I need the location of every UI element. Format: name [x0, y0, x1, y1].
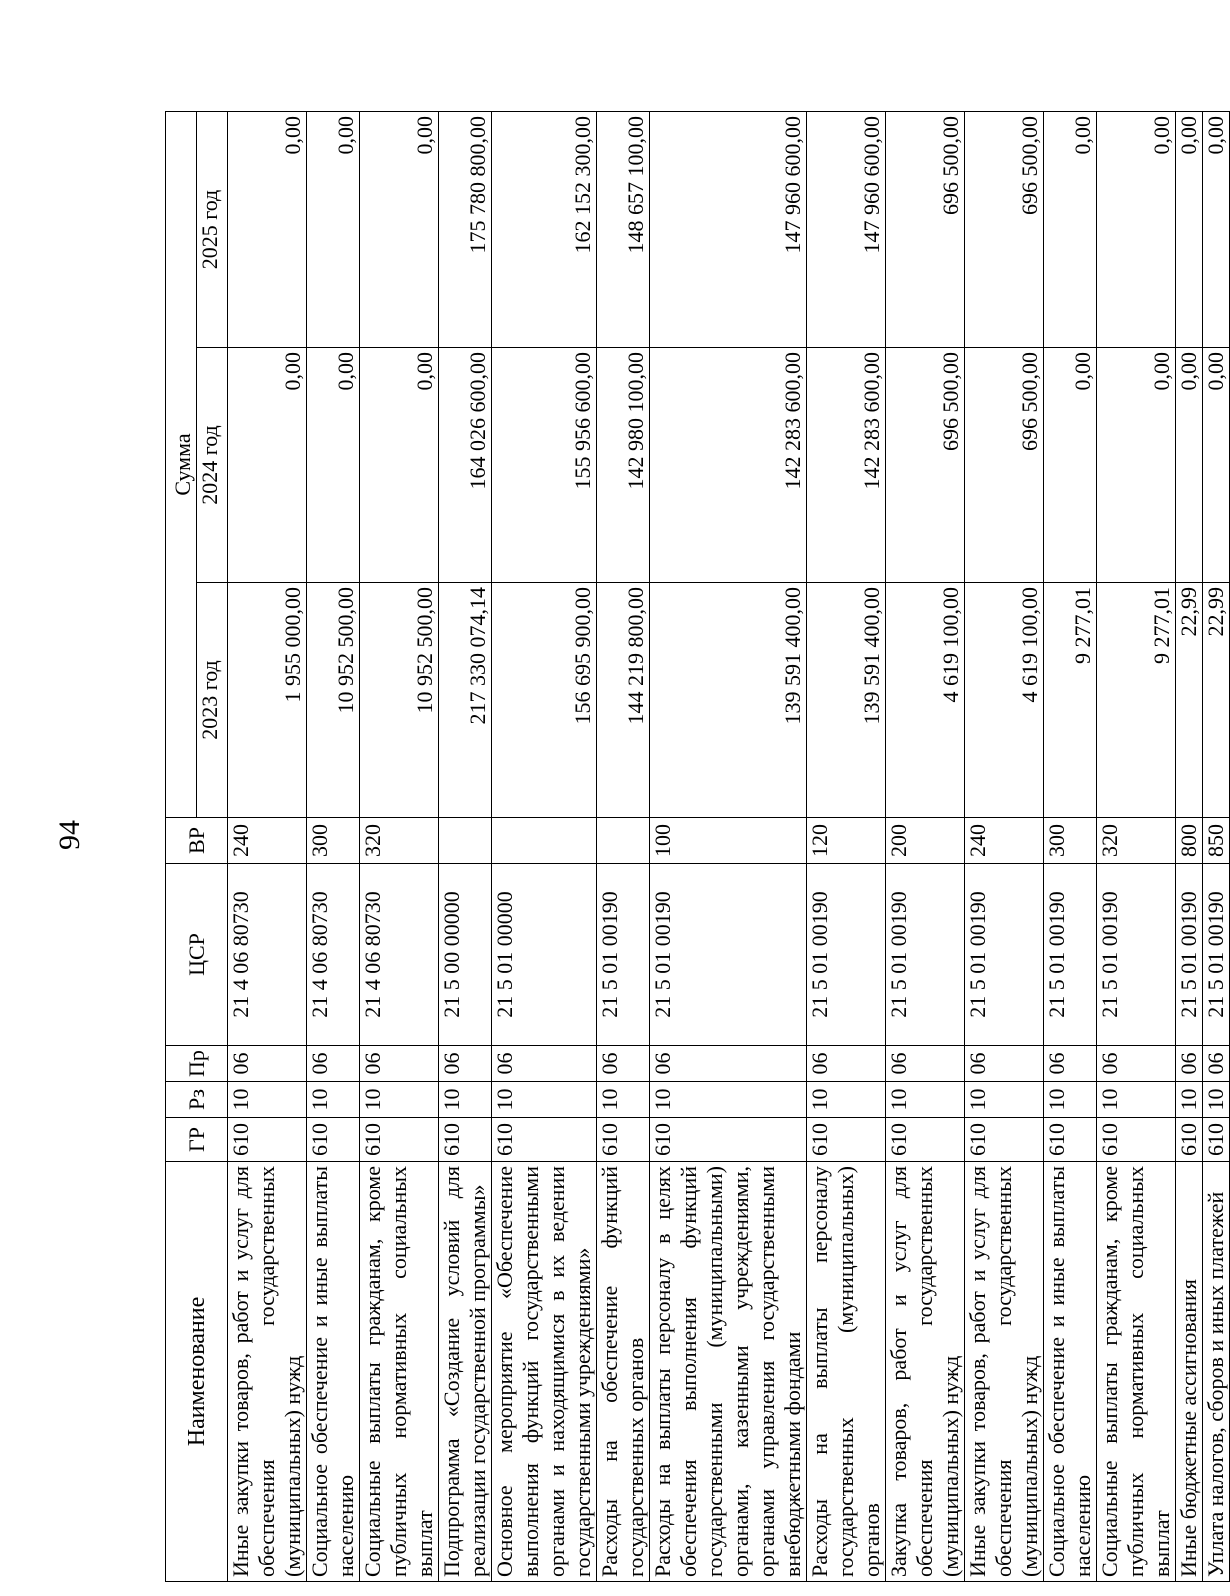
table-row	[597, 112, 650, 1582]
header-rz: Рз	[166, 1082, 228, 1118]
cell-rz: 10	[492, 1082, 597, 1118]
cell-rz: 10	[650, 1082, 807, 1118]
cell-2024: 155 956 600,00	[492, 348, 597, 583]
cell-pr: 06	[307, 1046, 360, 1082]
cell-name: Иные закупки товаров, работ и услуг для обеспечения государственных (муниципальных) нужд	[965, 1162, 1044, 1582]
cell-2025: 0,00	[228, 112, 307, 348]
cell-csr: 21 4 06 80730	[307, 864, 360, 1046]
cell-rz: 10	[807, 1082, 886, 1118]
table-row	[886, 112, 965, 1582]
cell-2025: 147 960 600,00	[650, 112, 807, 348]
cell-csr: 21 5 01 00190	[807, 864, 886, 1046]
cell-vr: 300	[307, 818, 360, 864]
cell-pr: 06	[650, 1046, 807, 1082]
cell-gr: 610	[807, 1118, 886, 1162]
cell-2025: 696 500,00	[965, 112, 1044, 348]
cell-2023: 144 219 800,00	[597, 583, 650, 818]
cell-2024: 0,00	[228, 348, 307, 583]
table-row	[965, 112, 1044, 1582]
cell-name: Иные закупки товаров, работ и услуг для обеспечения государственных (муниципальных) нужд	[228, 1162, 307, 1582]
table-row	[307, 112, 360, 1582]
cell-2025: 0,00	[1097, 112, 1176, 348]
cell-vr: 200	[886, 818, 965, 864]
cell-2023: 4 619 100,00	[965, 583, 1044, 818]
budget-table-container	[165, 112, 1228, 1582]
cell-name: Расходы на выплаты персоналу в целях обеспечения выполнения функций государственными (муниципальными) органами, казенными учреждениями, органами управления государственными внебюджетными фондами	[650, 1162, 807, 1582]
cell-vr: 800	[1176, 818, 1203, 864]
cell-csr: 21 5 01 00190	[1203, 864, 1230, 1046]
cell-rz: 10	[228, 1082, 307, 1118]
cell-gr: 610	[1203, 1118, 1230, 1162]
cell-gr: 610	[597, 1118, 650, 1162]
cell-vr: 300	[1044, 818, 1097, 864]
cell-csr: 21 5 01 00000	[492, 864, 597, 1046]
cell-2024: 142 283 600,00	[650, 348, 807, 583]
cell-2023: 217 330 074,14	[439, 583, 492, 818]
cell-rz: 10	[439, 1082, 492, 1118]
cell-csr: 21 4 06 80730	[228, 864, 307, 1046]
cell-pr: 06	[1176, 1046, 1203, 1082]
cell-2025: 175 780 800,00	[439, 112, 492, 348]
cell-2025: 0,00	[1044, 112, 1097, 348]
cell-gr: 610	[439, 1118, 492, 1162]
cell-name: Уплата налогов, сборов и иных платежей	[1203, 1162, 1230, 1582]
cell-2024: 0,00	[1097, 348, 1176, 583]
cell-csr: 21 5 01 00190	[1176, 864, 1203, 1046]
cell-2025: 0,00	[1203, 112, 1230, 348]
cell-pr: 06	[886, 1046, 965, 1082]
cell-2023: 22,99	[1203, 583, 1230, 818]
cell-name: Социальные выплаты гражданам, кроме публичных нормативных социальных выплат	[360, 1162, 439, 1582]
cell-2025: 0,00	[1176, 112, 1203, 348]
cell-rz: 10	[597, 1082, 650, 1118]
table-row	[360, 112, 439, 1582]
header-pr: Пр	[166, 1046, 228, 1082]
cell-2025: 696 500,00	[886, 112, 965, 348]
cell-vr: 240	[965, 818, 1044, 864]
table-row	[439, 112, 492, 1582]
cell-pr: 06	[965, 1046, 1044, 1082]
cell-rz: 10	[886, 1082, 965, 1118]
cell-2024: 0,00	[360, 348, 439, 583]
header-csr: ЦСР	[166, 864, 228, 1046]
cell-gr: 610	[1176, 1118, 1203, 1162]
cell-2024: 0,00	[1044, 348, 1097, 583]
cell-vr: 850	[1203, 818, 1230, 864]
cell-csr: 21 4 06 80730	[360, 864, 439, 1046]
cell-2023: 10 952 500,00	[360, 583, 439, 818]
cell-pr: 06	[228, 1046, 307, 1082]
header-row	[166, 112, 197, 1582]
table-row	[1203, 112, 1230, 1582]
cell-gr: 610	[492, 1118, 597, 1162]
cell-gr: 610	[1097, 1118, 1176, 1162]
cell-pr: 06	[597, 1046, 650, 1082]
cell-pr: 06	[1203, 1046, 1230, 1082]
header-year-2025: 2025 год	[197, 112, 228, 348]
cell-pr: 06	[439, 1046, 492, 1082]
header-sum: Сумма	[166, 112, 197, 818]
cell-gr: 610	[307, 1118, 360, 1162]
table-row	[492, 112, 597, 1582]
cell-rz: 10	[360, 1082, 439, 1118]
cell-csr: 21 5 00 00000	[439, 864, 492, 1046]
cell-csr: 21 5 01 00190	[650, 864, 807, 1046]
cell-gr: 610	[360, 1118, 439, 1162]
cell-gr: 610	[886, 1118, 965, 1162]
cell-2023: 156 695 900,00	[492, 583, 597, 818]
cell-2023: 9 277,01	[1044, 583, 1097, 818]
cell-2023: 10 952 500,00	[307, 583, 360, 818]
cell-gr: 610	[228, 1118, 307, 1162]
table-row	[1176, 112, 1203, 1582]
cell-vr	[492, 818, 597, 864]
cell-name: Закупка товаров, работ и услуг для обеспечения государственных (муниципальных) нужд	[886, 1162, 965, 1582]
table-body	[228, 112, 1230, 1582]
cell-2024: 696 500,00	[965, 348, 1044, 583]
header-year-2024: 2024 год	[197, 348, 228, 583]
cell-name: Расходы на выплаты персоналу государственных (муниципальных) органов	[807, 1162, 886, 1582]
cell-name: Подпрограмма «Создание условий для реализации государственной программы»	[439, 1162, 492, 1582]
table-row	[228, 112, 307, 1582]
cell-csr: 21 5 01 00190	[1097, 864, 1176, 1046]
cell-2023: 139 591 400,00	[650, 583, 807, 818]
cell-pr: 06	[360, 1046, 439, 1082]
cell-name: Социальное обеспечение и иные выплаты населению	[1044, 1162, 1097, 1582]
page-number: 94	[53, 820, 86, 850]
cell-gr: 610	[965, 1118, 1044, 1162]
table-row	[1044, 112, 1097, 1582]
cell-pr: 06	[807, 1046, 886, 1082]
header-year-2023: 2023 год	[197, 583, 228, 818]
cell-vr: 320	[360, 818, 439, 864]
cell-2023: 1 955 000,00	[228, 583, 307, 818]
cell-2023: 4 619 100,00	[886, 583, 965, 818]
cell-2023: 139 591 400,00	[807, 583, 886, 818]
budget-table	[165, 111, 1230, 1582]
cell-name: Иные бюджетные ассигнования	[1176, 1162, 1203, 1582]
cell-2024: 0,00	[1176, 348, 1203, 583]
cell-gr: 610	[1044, 1118, 1097, 1162]
cell-2025: 162 152 300,00	[492, 112, 597, 348]
cell-2024: 164 026 600,00	[439, 348, 492, 583]
cell-2024: 142 980 100,00	[597, 348, 650, 583]
header-name: Наименование	[166, 1162, 228, 1582]
cell-name: Социальное обеспечение и иные выплаты населению	[307, 1162, 360, 1582]
cell-rz: 10	[1176, 1082, 1203, 1118]
cell-csr: 21 5 01 00190	[1044, 864, 1097, 1046]
cell-vr: 120	[807, 818, 886, 864]
cell-csr: 21 5 01 00190	[965, 864, 1044, 1046]
cell-2025: 0,00	[360, 112, 439, 348]
cell-rz: 10	[1203, 1082, 1230, 1118]
cell-rz: 10	[1044, 1082, 1097, 1118]
table-row	[1097, 112, 1176, 1582]
cell-pr: 06	[1097, 1046, 1176, 1082]
cell-rz: 10	[307, 1082, 360, 1118]
cell-gr: 610	[650, 1118, 807, 1162]
cell-2024: 696 500,00	[886, 348, 965, 583]
cell-vr	[439, 818, 492, 864]
cell-name: Основное мероприятие «Обеспечение выполнения функций государственными органами и находящимися в их ведении государственными учреждениями»	[492, 1162, 597, 1582]
cell-2024: 142 283 600,00	[807, 348, 886, 583]
cell-csr: 21 5 01 00190	[886, 864, 965, 1046]
cell-name: Расходы на обеспечение функций государственных органов	[597, 1162, 650, 1582]
cell-vr	[597, 818, 650, 864]
header-vr: ВР	[166, 818, 228, 864]
cell-2024: 0,00	[1203, 348, 1230, 583]
cell-pr: 06	[492, 1046, 597, 1082]
cell-2025: 0,00	[307, 112, 360, 348]
table-row	[807, 112, 886, 1582]
cell-vr: 320	[1097, 818, 1176, 864]
table-row	[650, 112, 807, 1582]
cell-csr: 21 5 01 00190	[597, 864, 650, 1046]
cell-rz: 10	[965, 1082, 1044, 1118]
cell-name: Социальные выплаты гражданам, кроме публичных нормативных социальных выплат	[1097, 1162, 1176, 1582]
cell-2023: 22,99	[1176, 583, 1203, 818]
cell-pr: 06	[1044, 1046, 1097, 1082]
cell-2024: 0,00	[307, 348, 360, 583]
cell-vr: 240	[228, 818, 307, 864]
cell-vr: 100	[650, 818, 807, 864]
cell-2023: 9 277,01	[1097, 583, 1176, 818]
cell-2025: 147 960 600,00	[807, 112, 886, 348]
cell-rz: 10	[1097, 1082, 1176, 1118]
cell-2025: 148 657 100,00	[597, 112, 650, 348]
header-gr: ГР	[166, 1118, 228, 1162]
